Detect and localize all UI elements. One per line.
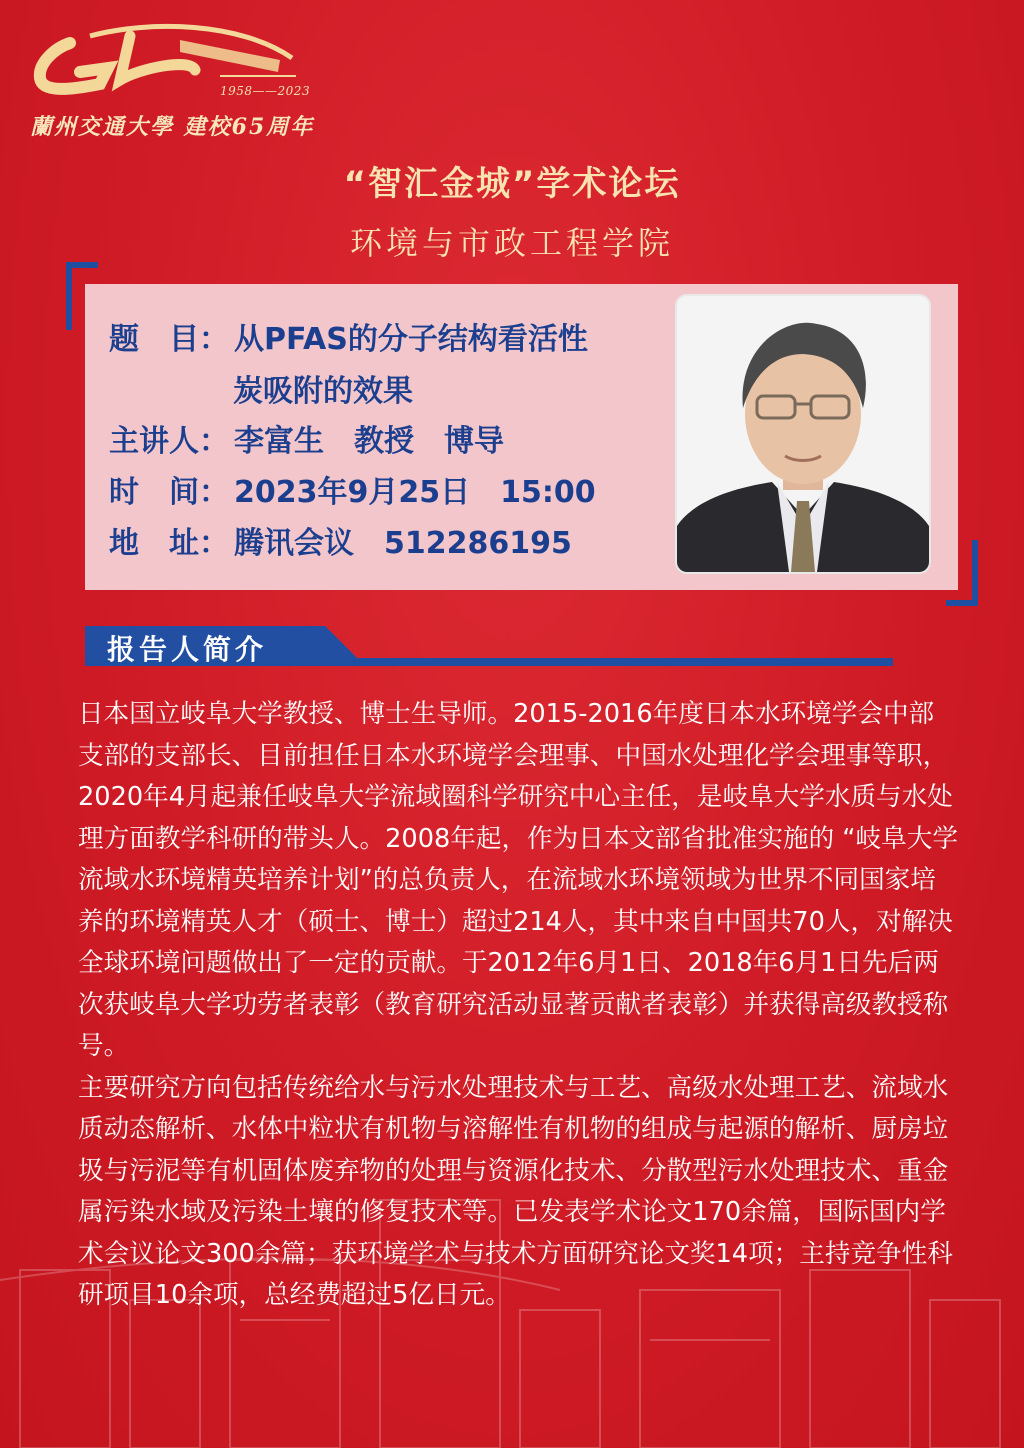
- speaker-value: 李富生 教授 博导: [234, 424, 504, 459]
- talk-title-line2: 炭吸附的效果: [233, 374, 413, 409]
- place-row: [109, 518, 572, 562]
- title-label: 题 目：: [109, 322, 229, 357]
- section-label: 报告人简介: [107, 633, 268, 666]
- place-label: 地 址：: [109, 526, 229, 561]
- speaker-label: 主讲人：: [109, 424, 229, 459]
- talk-title-row: [109, 314, 588, 358]
- talk-title-line1: 从PFAS的分子结构看活性: [234, 322, 588, 357]
- campus-skyline-icon: [0, 1140, 1024, 1448]
- place-value: 腾讯会议 512286195: [234, 526, 572, 561]
- bio-paragraph-2: 主要研究方向包括传统给水与污水处理技术与工艺、高级水处理工艺、流域水质动态解析、水体中粒状有机物与溶解性有机物的组成与起源的解析、厨房垃圾与污泥等有机固体废弃物的处理与资源化技术、分散型污水处理技术、重金属污染水域及污染土壤的修复技术等。已发表学术论文170余篇，国际国内学术会议论文300余篇；获环境学术与技术方面研究论文奖14项；主持竞争性科研项目10余项，总经费超过5亿日元。: [78, 1072, 953, 1310]
- speaker-photo-icon: [677, 296, 929, 572]
- speaker-portrait: [677, 296, 929, 572]
- logo-emblem-icon: [30, 18, 320, 113]
- bio-paragraph-1: 日本国立岐阜大学教授、博士生导师。2015-2016年度日本水环境学会中部支部的支部长、目前担任日本水环境学会理事、中国水处理化学会理事等职，2020年4月起兼任岐阜大学流域圈科学研究中心主任，是岐阜大学水质与水处理方面教学科研的带头人。2008年起，作为日本文部省批准实施的 “岐阜大学流域水环境精英培养计划”的总负责人，在流域水环境领域为世界不同国家培养的环境精英人才（硕士、博士）超过214人，其中来自中国共70人，对解决全球环境问题做出了一定的贡献。于2012年6月1日、2018年6月1日先后两次获岐阜大学功劳者表彰（教育研究活动显著贡献者表彰）并获得高级教授称号。: [78, 699, 958, 1061]
- school-name: 环境与市政工程学院: [349, 224, 674, 262]
- anniversary-logo: [30, 18, 320, 148]
- section-header: [85, 626, 893, 668]
- time-row: [109, 467, 596, 511]
- forum-title: “智汇金城”学术论坛: [343, 164, 681, 204]
- speaker-row: [109, 416, 504, 460]
- time-label: 时 间：: [109, 475, 229, 510]
- time-value: 2023年9月25日 15:00: [234, 475, 596, 510]
- logo-years: 1958——2023: [220, 84, 311, 98]
- corner-bracket-bottom-right: [946, 540, 978, 606]
- logo-text: 蘭州交通大學 建校65周年: [30, 114, 315, 140]
